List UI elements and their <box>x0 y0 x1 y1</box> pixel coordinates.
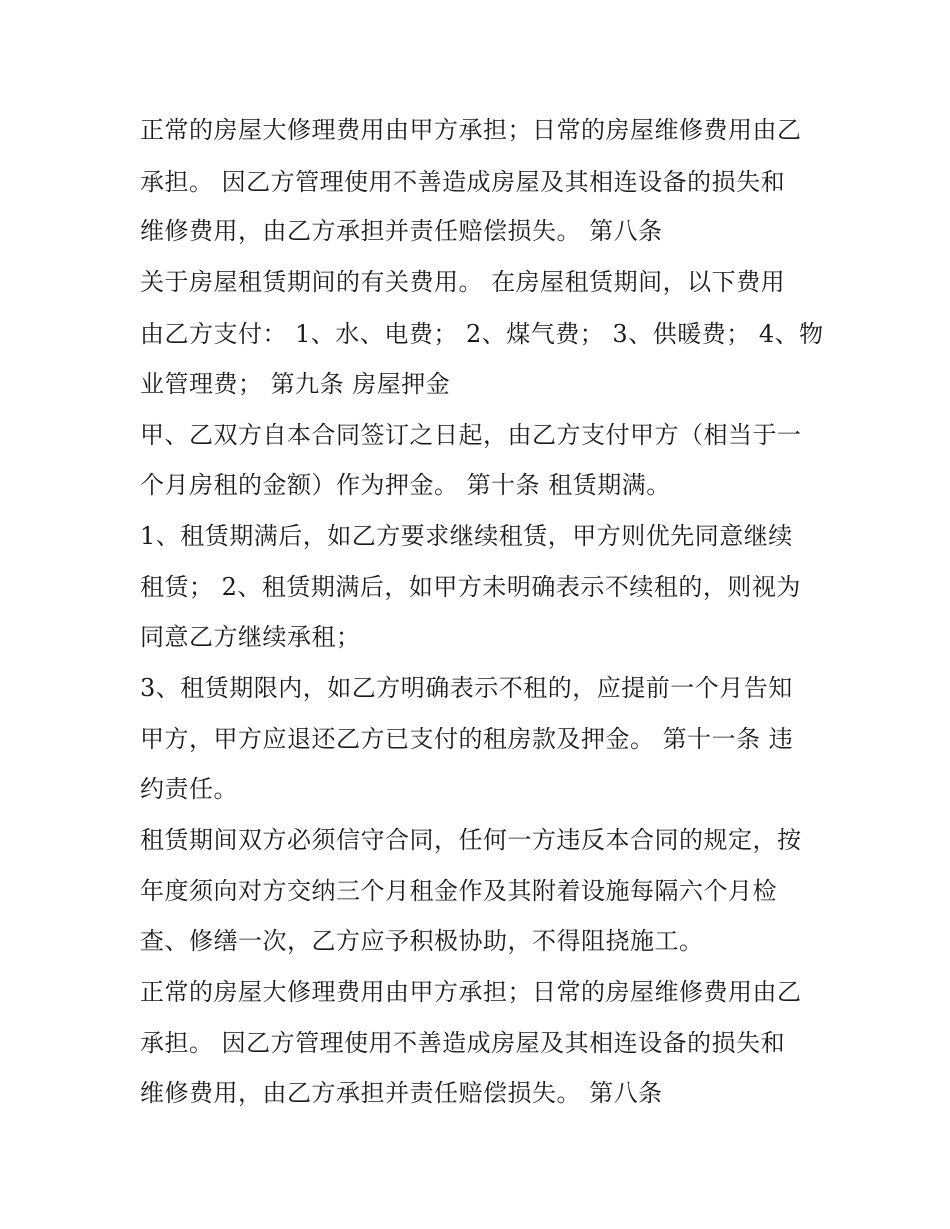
text-line: 3、租赁期限内，如乙方明确表示不租的，应提前一个月告知 <box>140 674 793 702</box>
text-line: 个月房租的金额）作为押金。 第十条 租赁期满。 <box>140 471 671 499</box>
text-line: 正常的房屋大修理费用由甲方承担；日常的房屋维修费用由乙 <box>140 978 802 1006</box>
text-line: 承担。 因乙方管理使用不善造成房屋及其相连设备的损失和 <box>140 168 786 196</box>
text-line: 正常的房屋大修理费用由甲方承担；日常的房屋维修费用由乙 <box>140 116 802 144</box>
text-line: 同意乙方继续承租； <box>140 623 361 651</box>
text-line: 1、租赁期满后，如乙方要求继续租赁，甲方则优先同意继续 <box>140 522 793 550</box>
text-line: 甲方，甲方应退还乙方已支付的租房款及押金。 第十一条 违 <box>140 725 794 753</box>
text-line: 年度须向对方交纳三个月租金作及其附着设施每隔六个月检 <box>140 877 777 905</box>
text-line: 甲、乙双方自本合同签订之日起，由乙方支付甲方（相当于一 <box>140 421 802 449</box>
text-line: 由乙方支付： 1、水、电费； 2、煤气费； 3、供暖费； 4、物 <box>140 320 824 348</box>
text-line: 维修费用，由乙方承担并责任赔偿损失。 第八条 <box>140 217 663 245</box>
text-line: 租赁； 2、租赁期满后，如甲方未明确表示不续租的，则视为 <box>140 573 801 601</box>
text-line: 关于房屋租赁期间的有关费用。 在房屋租赁期间，以下费用 <box>140 268 786 296</box>
text-line: 承担。 因乙方管理使用不善造成房屋及其相连设备的损失和 <box>140 1029 786 1057</box>
text-line: 约责任。 <box>140 775 238 803</box>
text-line: 查、修缮一次，乙方应予积极协助，不得阻挠施工。 <box>140 927 704 955</box>
text-line: 业管理费； 第九条 房屋押金 <box>140 370 451 398</box>
text-line: 维修费用，由乙方承担并责任赔偿损失。 第八条 <box>140 1079 663 1107</box>
text-line: 租赁期间双方必须信守合同，任何一方违反本合同的规定，按 <box>140 826 802 854</box>
